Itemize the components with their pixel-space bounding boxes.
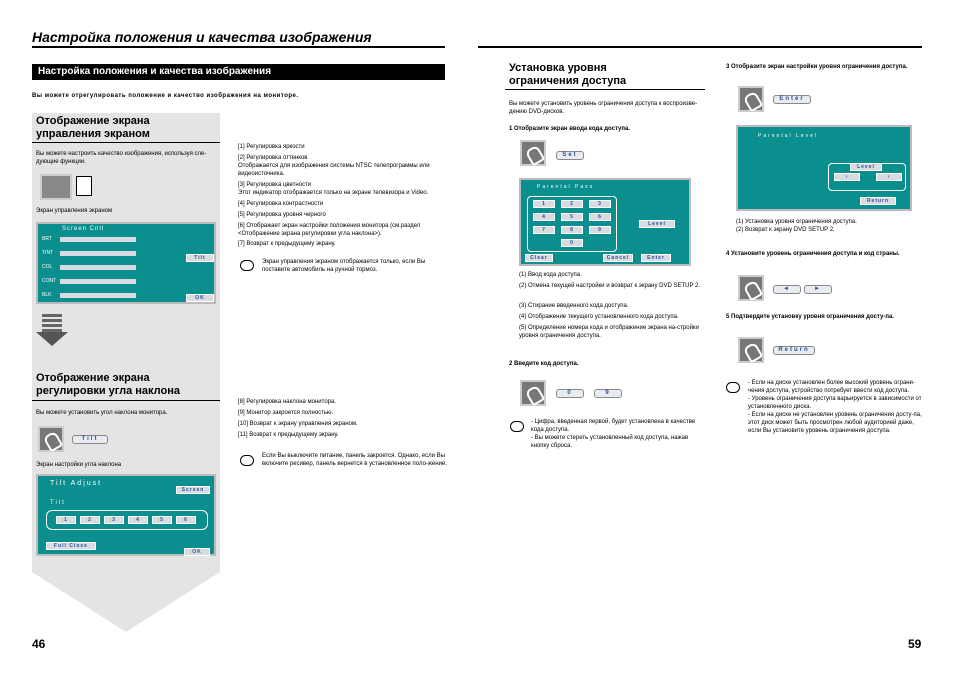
touch-hand-icon: [38, 426, 64, 452]
right-list2-item: (2) Возврат к экрану DVD SETUP 2.: [736, 227, 835, 233]
tilt-heading-2: регулировки угла наклона: [36, 385, 180, 397]
list1-item: [1] Регулировка яркости: [238, 144, 305, 150]
right-note2-c: - Если на диске не установлен уровень ограничения досту-па, этот диск может быть просмотрен любой аудиторией даже, если Вы установите уровень ограничения доступа.: [748, 412, 922, 434]
return-key-button[interactable]: Return: [773, 346, 815, 355]
main-title: Настройка положения и качества изображения: [32, 29, 372, 45]
tilt-adjust-title: Tilt Adjust: [50, 480, 103, 487]
touch-hand-icon: [520, 140, 546, 166]
right-intro: Вы можете установить уровень ограничения доступа к воспроизве-дению DVD-дисков.: [509, 101, 698, 115]
next-level-button[interactable]: ►: [804, 285, 832, 294]
key-7[interactable]: 7: [533, 226, 555, 234]
set-button[interactable]: Set: [556, 151, 584, 160]
tilt-heading-1: Отображение экрана: [36, 372, 150, 384]
right-heading-rule: [505, 89, 705, 90]
row-label-col: COL: [42, 264, 53, 270]
title-rule: [32, 46, 445, 48]
section-bar: [32, 64, 445, 80]
prev-level-button[interactable]: ◄: [773, 285, 801, 294]
slider-brt[interactable]: [60, 237, 136, 242]
tilt-adjust-panel: [36, 474, 216, 556]
right-list1-item: (3) Стирание введенного кода доступа.: [519, 303, 629, 309]
tilt-step-3[interactable]: 3: [104, 516, 124, 524]
heading-rule-2: [32, 400, 220, 401]
clear-button[interactable]: Clear: [525, 254, 553, 262]
screen-heading-1: Отображение экрана: [36, 115, 150, 127]
list1-item: [2] Регулировка оттенков: [238, 155, 308, 161]
stripe-arrow: [42, 314, 62, 334]
screen-control-panel: [36, 222, 216, 304]
slider-blk[interactable]: [60, 293, 136, 298]
full-close-button[interactable]: Full Close: [46, 542, 96, 550]
screen-return-button[interactable]: Screen: [176, 486, 210, 494]
slider-cont[interactable]: [60, 279, 136, 284]
right-list2-item: (1) Установка уровня ограничения доступа.: [736, 219, 857, 225]
right-heading-2: ограничения доступа: [509, 75, 627, 87]
level-up-button[interactable]: ›: [876, 173, 902, 181]
tilt-button[interactable]: Tilt: [186, 254, 214, 262]
screen-control-title: Screen Cntl: [62, 226, 105, 232]
left-intro: Вы можете отрегулировать положение и качество изображения на мониторе.: [32, 93, 299, 99]
ok-button[interactable]: OK: [186, 294, 214, 302]
step4: 4 Установите уровень ограничения доступа и код страны.: [726, 251, 900, 257]
right-list1-item: (2) Отмена текущей настройки и возврат к экрану DVD SETUP 2.: [519, 283, 701, 289]
level-down-button[interactable]: ‹: [834, 173, 860, 181]
level-label: Level: [850, 163, 882, 171]
list1-item: [3] Регулировка цветности: [238, 182, 312, 188]
parental-level-panel: [736, 125, 912, 211]
list1-item: [7] Возврат к предыдущему экрану.: [238, 241, 336, 247]
step5: 5 Подтвердите установку уровня ограничения досту-па.: [726, 314, 894, 320]
touch-hand-icon: [738, 337, 764, 363]
list2-item: [10] Возврат к экрану управления экраном.: [238, 421, 358, 427]
key-3[interactable]: 3: [589, 200, 611, 208]
remote-button-icon: [76, 176, 92, 196]
row-label-cont: CONT: [42, 278, 57, 284]
step2: 2 Введите код доступа.: [509, 361, 579, 367]
enter-button[interactable]: Enter: [641, 254, 671, 262]
parental-level-title: Parental Level: [758, 133, 818, 139]
key-1[interactable]: 1: [533, 200, 555, 208]
remote-icon: [40, 174, 72, 200]
row-label-tint: TINT: [42, 250, 54, 256]
tilt-caption: Экран настройки угла наклона: [36, 462, 122, 468]
list1-item: Отображается для изображения системы NTSC телепрограммы или видеоисточника.: [238, 163, 430, 177]
code-key-9[interactable]: 9: [594, 389, 622, 398]
memo-icon: [240, 455, 254, 466]
screen-text: Вы можете настроить качество изображения, используя сле-дующие функции.: [36, 151, 207, 165]
section-bar-label: Настройка положения и качества изображения: [38, 66, 272, 77]
list2-item: [8] Регулировка наклона монитора.: [238, 399, 336, 405]
step1: 1 Отобразите экран ввода кода доступа.: [509, 126, 631, 132]
touch-hand-icon: [520, 380, 546, 406]
page-number-left: 46: [32, 637, 46, 651]
key-5[interactable]: 5: [561, 213, 583, 221]
tilt-key-button[interactable]: Tilt: [72, 435, 108, 444]
page-number-right: 59: [908, 637, 922, 651]
right-note2-a: - Если на диске установлен более высокий уровень ограни-чения доступа, устройство потребует ввести код доступа.: [748, 380, 915, 394]
list1-item: [4] Регулировка контрастности: [238, 201, 324, 207]
list2-item: [11] Возврат к предыдущему экрану.: [238, 432, 339, 438]
enter-key-button[interactable]: Enter: [773, 95, 811, 104]
screen-caption: Экран управления экраном: [36, 208, 113, 214]
right-heading-1: Установка уровня: [509, 62, 607, 74]
slider-col[interactable]: [60, 265, 136, 270]
right-note1-b: - Вы можете стереть установленный код доступа, нажав кнопку сброса.: [531, 435, 689, 449]
list1-item: Этот индикатор отображается только на экране телевизора и Video.: [238, 190, 429, 196]
screen-heading-2: управления экраном: [36, 128, 150, 140]
tilt-ok-button[interactable]: OK: [184, 548, 210, 556]
key-6[interactable]: 6: [589, 213, 611, 221]
key-0[interactable]: 0: [561, 239, 583, 247]
code-key-0[interactable]: 0: [556, 389, 584, 398]
key-2[interactable]: 2: [561, 200, 583, 208]
tilt-sub-label: Tilt: [50, 500, 66, 506]
slider-tint[interactable]: [60, 251, 136, 256]
parental-pass-panel: [519, 178, 691, 266]
tilt-step-4[interactable]: 4: [128, 516, 148, 524]
key-9[interactable]: 9: [589, 226, 611, 234]
right-top-rule: [478, 46, 922, 48]
memo-icon: [726, 382, 740, 393]
tilt-step-5[interactable]: 5: [152, 516, 172, 524]
tilt-step-1[interactable]: 1: [56, 516, 76, 524]
row-label-blk: BLK: [42, 292, 52, 298]
key-4[interactable]: 4: [533, 213, 555, 221]
tilt-step-6[interactable]: 6: [176, 516, 196, 524]
key-8[interactable]: 8: [561, 226, 583, 234]
right-note2-b: - Уровень ограничения доступа варьируется в зависимости от установленного диска.: [748, 396, 922, 410]
memo-icon: [240, 260, 254, 271]
heading-rule-1: [32, 142, 220, 143]
cancel-button[interactable]: Cancel: [603, 254, 633, 262]
tilt-text: Вы можете установить угол наклона монитора.: [36, 410, 168, 416]
down-arrow-icon: [36, 332, 68, 346]
tilt-step-2[interactable]: 2: [80, 516, 100, 524]
grey-column-arrow: [32, 572, 220, 634]
step3: 3 Отобразите экран настройки уровня ограничения доступа.: [726, 64, 908, 70]
right-list1-item: (5) Определение номера кода и отображение экрана на-стройки уровня ограничения доступа.: [519, 325, 699, 339]
right-list1-item: (1) Ввод кода доступа.: [519, 272, 582, 278]
list1-item: [6] Отображает экран настройки положения монитора (см.раздел <Отображение экрана регулировки угла наклона>).: [238, 223, 421, 237]
memo-icon: [510, 421, 524, 432]
right-note1-a: - Цифра, введенная первой, будет установлена в качестве кода доступа.: [531, 419, 696, 433]
level-display: Level: [639, 220, 675, 228]
touch-hand-icon: [738, 275, 764, 301]
touch-hand-icon: [738, 86, 764, 112]
note1: Экран управления экраном отображается только, если Вы поставите автомобиль на ручной тормоз.: [262, 259, 426, 273]
list2-item: [9] Монитор закроется полностью.: [238, 410, 334, 416]
note2: Если Вы выключите питание, панель закроется. Однако, если Вы включите ресивер, панель вернется в установленное поло-жение.: [262, 453, 447, 467]
parental-pass-title: Parental Pass: [537, 184, 595, 190]
list1-item: [5] Регулировка уровня черного: [238, 212, 326, 218]
row-label-brt: BRT: [42, 236, 52, 242]
return-button[interactable]: Return: [860, 197, 896, 205]
right-list1-item: (4) Отображение текущего установленного кода доступа.: [519, 314, 679, 320]
